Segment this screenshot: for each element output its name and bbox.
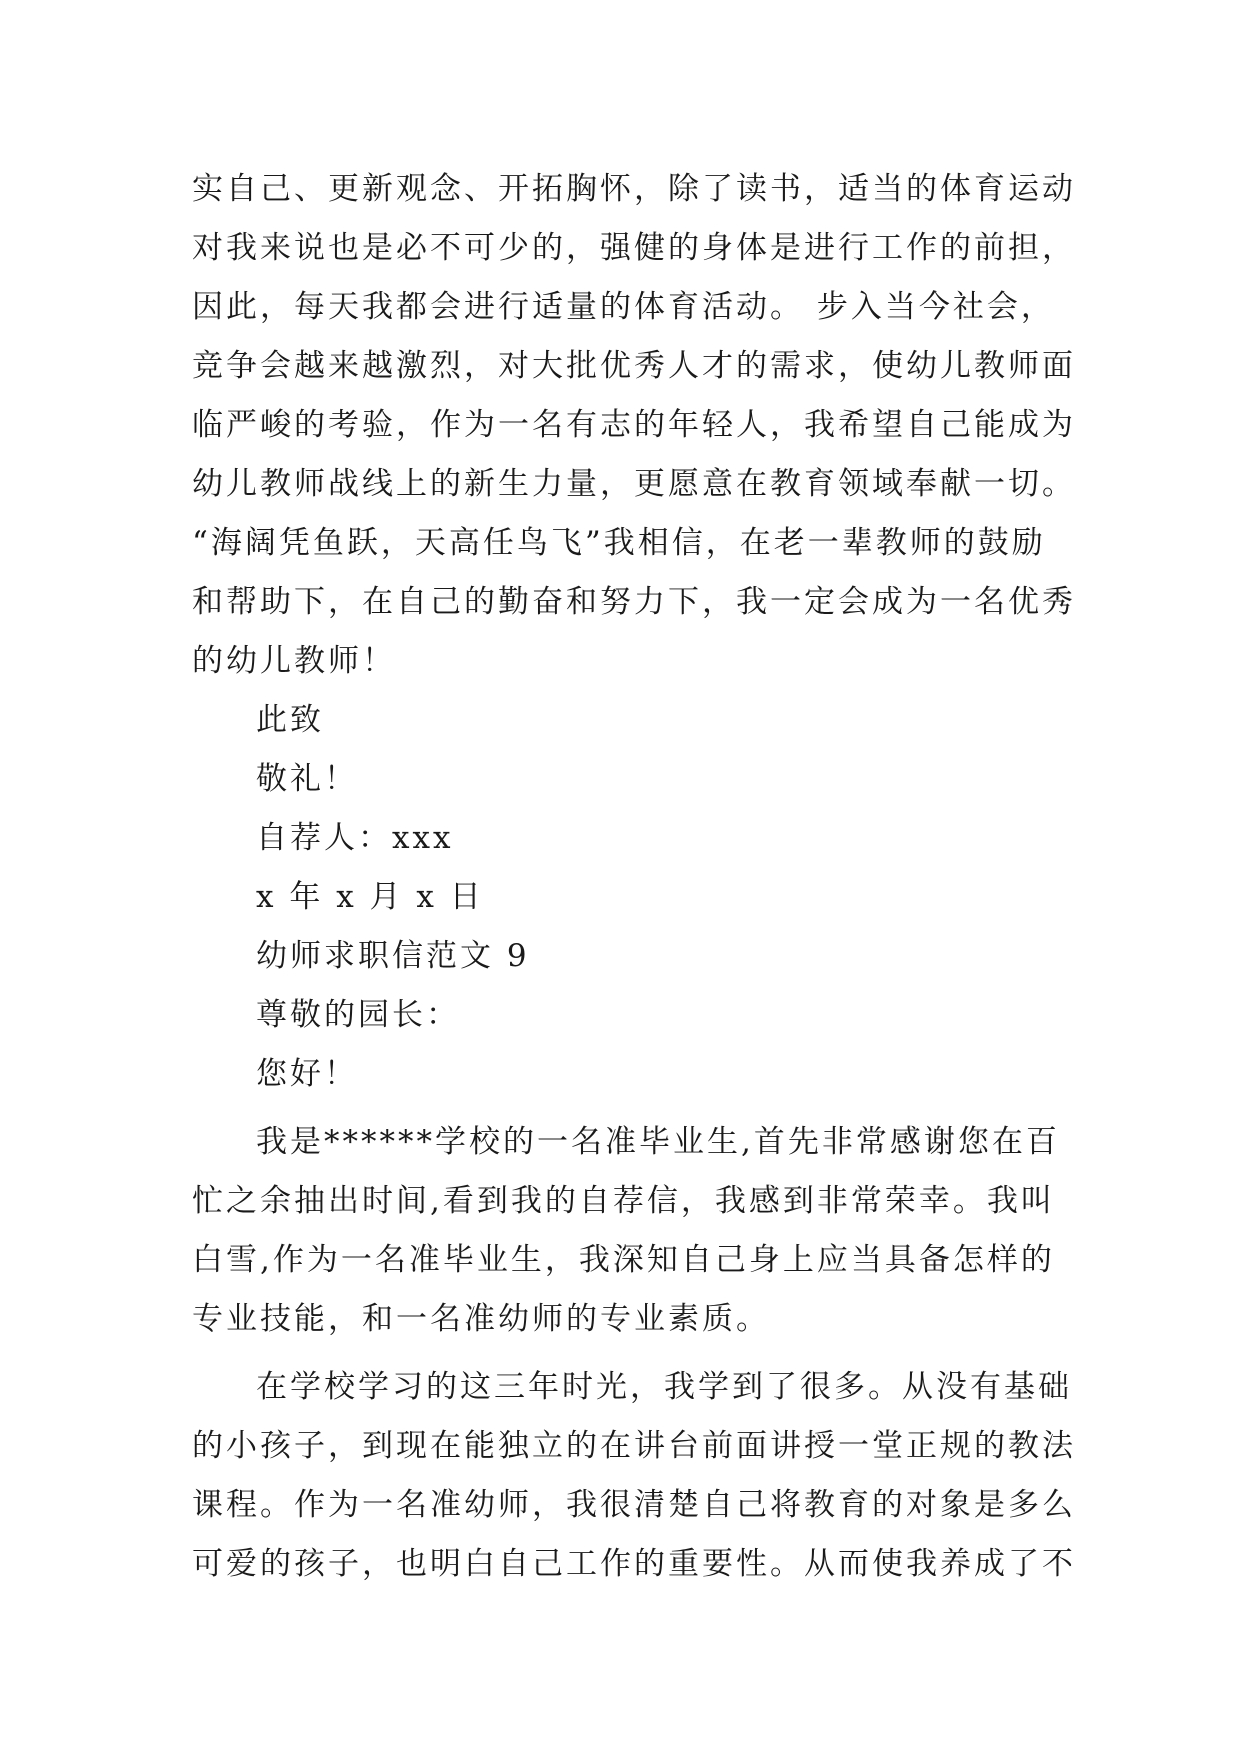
text-line: 我是******学校的一名准毕业生,首先非常感谢您在百	[256, 1124, 1060, 1160]
text-line: “海阔凭鱼跃，天高任鸟飞”我相信，在老一辈教师的鼓励	[192, 525, 1046, 561]
greeting: 您好！	[256, 1056, 358, 1092]
signature-line: 自荐人：xxx	[256, 820, 454, 856]
section-title: 幼师求职信范文 9	[256, 938, 530, 974]
text-line: 竞争会越来越激烈，对大批优秀人才的需求，使幼儿教师面	[192, 348, 1076, 384]
text-line: 的小孩子，到现在能独立的在讲台前面讲授一堂正规的教法	[192, 1428, 1076, 1464]
text-line: 白雪,作为一名准毕业生，我深知自己身上应当具备怎样的	[192, 1242, 1055, 1278]
text-line: 忙之余抽出时间,看到我的自荐信，我感到非常荣幸。我叫	[192, 1183, 1055, 1219]
text-line: 因此，每天我都会进行适量的体育活动。 步入当今社会，	[192, 289, 1055, 325]
text-line: 可爱的孩子，也明白自己工作的重要性。从而使我养成了不	[192, 1546, 1076, 1582]
document-body	[192, 160, 1076, 1594]
closing-regards: 敬礼！	[256, 761, 358, 797]
text-line: 临严峻的考验，作为一名有志的年轻人，我希望自己能成为	[192, 407, 1076, 443]
text-line: 实自己、更新观念、开拓胸怀，除了读书，适当的体育运动	[192, 171, 1076, 207]
text-line: 对我来说也是必不可少的，强健的身体是进行工作的前担，	[192, 230, 1076, 266]
date-line: x 年 x 月 x 日	[256, 879, 484, 915]
text-line: 专业技能，和一名准幼师的专业素质。	[192, 1301, 770, 1337]
greeting-recipient: 尊敬的园长：	[256, 997, 460, 1033]
text-line: 的幼儿教师！	[192, 643, 396, 679]
text-line: 和帮助下，在自己的勤奋和努力下，我一定会成为一名优秀	[192, 584, 1076, 620]
text-line: 幼儿教师战线上的新生力量，更愿意在教育领域奉献一切。	[192, 466, 1076, 502]
text-line: 在学校学习的这三年时光，我学到了很多。从没有基础	[256, 1369, 1072, 1405]
text-line: 课程。作为一名准幼师，我很清楚自己将教育的对象是多么	[192, 1487, 1076, 1523]
closing-salutation: 此致	[256, 702, 324, 738]
